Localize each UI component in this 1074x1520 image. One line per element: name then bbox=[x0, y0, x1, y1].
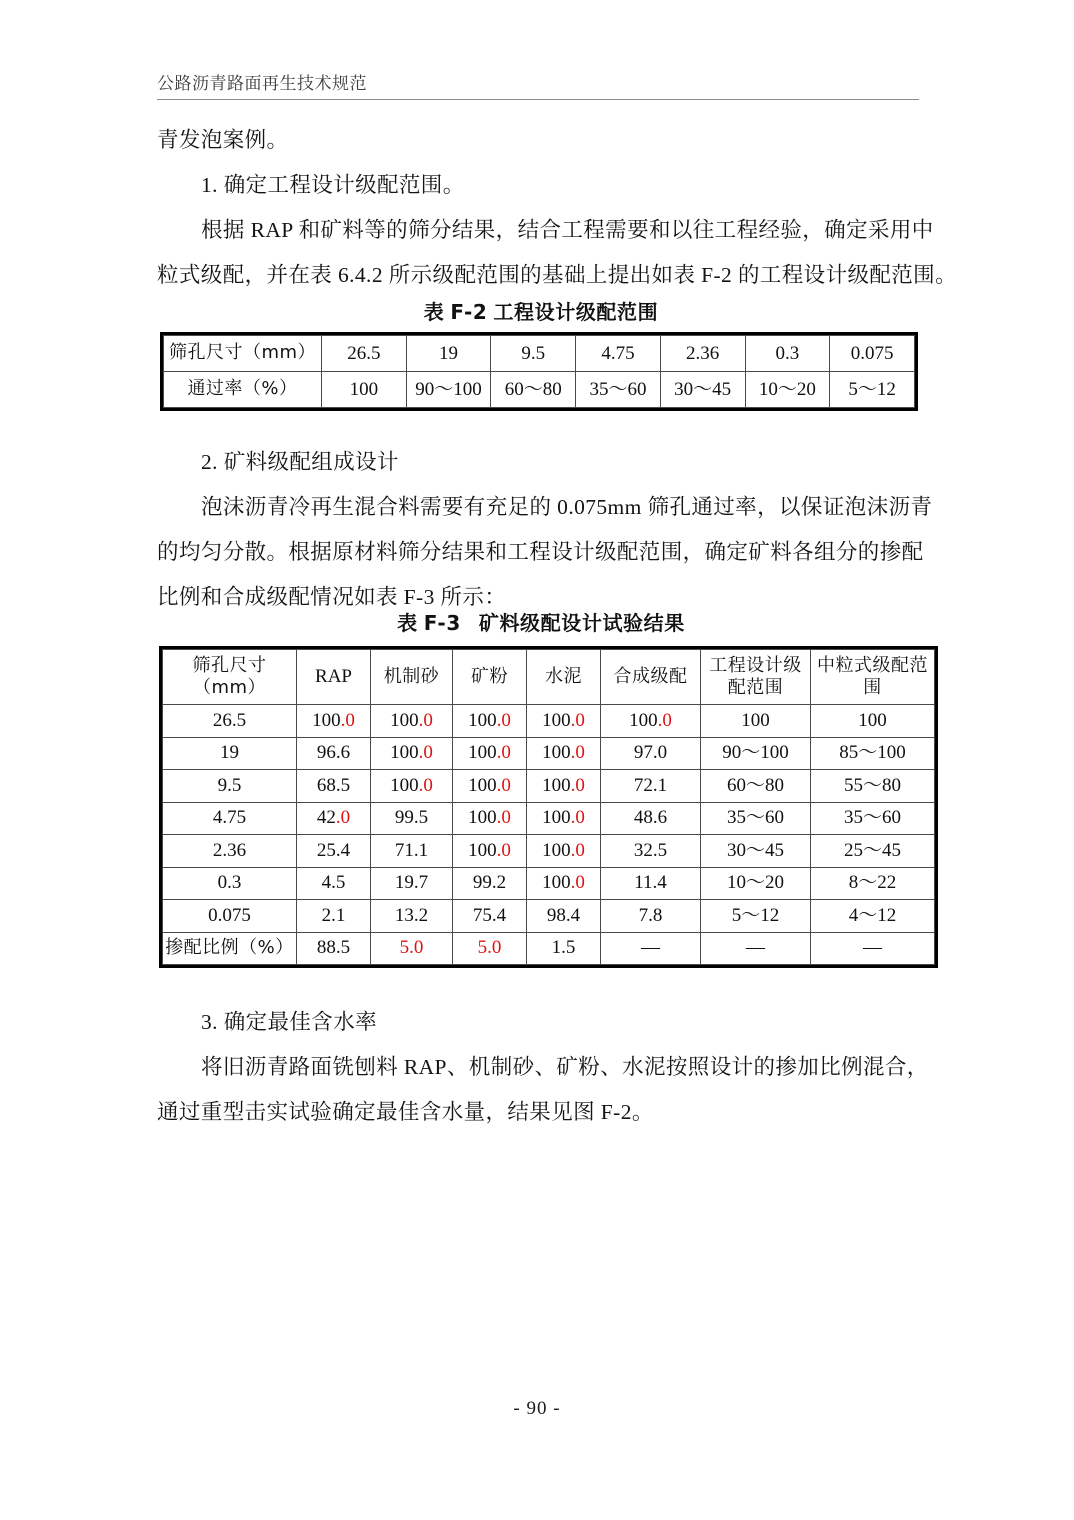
cell-value: 100 bbox=[390, 709, 419, 731]
cell bbox=[601, 932, 701, 965]
table-f3-caption-title: 矿料级配设计试验结果 bbox=[478, 611, 685, 635]
cell: 10～20 bbox=[745, 372, 830, 408]
cell bbox=[701, 802, 811, 835]
row-header: 筛孔尺寸（mm） bbox=[164, 336, 322, 372]
table-f2-caption-title: 工程设计级配范围 bbox=[493, 300, 659, 324]
cell-value: 100 bbox=[542, 742, 571, 764]
cell-value: — bbox=[746, 937, 765, 959]
cell-value-red: .0 bbox=[570, 807, 585, 829]
cell-value: 85～100 bbox=[839, 742, 906, 764]
table-f3-caption-label: 表 bbox=[397, 611, 418, 635]
cell-value: 32.5 bbox=[633, 839, 668, 861]
cell-value: 99.5 bbox=[394, 807, 429, 829]
cell-value: 88.5 bbox=[316, 937, 351, 959]
column-header: RAP bbox=[297, 650, 371, 705]
cell bbox=[811, 802, 935, 835]
cell-value: 100 bbox=[468, 839, 497, 861]
column-header: 合成级配 bbox=[601, 650, 701, 705]
cell: 26.5 bbox=[322, 336, 407, 372]
cell-value-red: .0 bbox=[496, 709, 511, 731]
cell: 2.36 bbox=[660, 336, 745, 372]
cell bbox=[601, 835, 701, 868]
row-header: 0.075 bbox=[163, 900, 297, 933]
document-body-3 bbox=[157, 1000, 929, 1135]
cell bbox=[601, 705, 701, 738]
cell-value-red: .0 bbox=[418, 709, 433, 731]
table-row bbox=[163, 737, 935, 770]
cell bbox=[453, 737, 527, 770]
page-footer bbox=[0, 1398, 1074, 1420]
cell-value: 13.2 bbox=[394, 904, 429, 926]
cell-value-red: .0 bbox=[335, 807, 351, 829]
column-header: 矿粉 bbox=[453, 650, 527, 705]
row-header: 9.5 bbox=[163, 770, 297, 803]
cell-value: 75.4 bbox=[472, 904, 507, 926]
paragraph-2-line-3: 比例和合成级配情况如表 F-3 所示： bbox=[157, 585, 507, 609]
cell-value: 90～100 bbox=[722, 742, 789, 764]
cell-value-red: .0 bbox=[496, 839, 511, 861]
table-f3 bbox=[162, 649, 935, 965]
cell-value: 35～60 bbox=[726, 807, 784, 829]
cell-value: 72.1 bbox=[633, 774, 668, 796]
cell bbox=[453, 900, 527, 933]
cell bbox=[811, 900, 935, 933]
heading-item-2: 2. 矿料级配组成设计 bbox=[201, 450, 399, 474]
row-header: 0.3 bbox=[163, 867, 297, 900]
cell-value: 2.1 bbox=[321, 904, 346, 926]
cell-value: 98.4 bbox=[546, 904, 581, 926]
cell-value: 1.5 bbox=[551, 937, 576, 959]
cell bbox=[701, 737, 811, 770]
cell-value: 68.5 bbox=[316, 774, 351, 796]
column-header: 中粒式级配范围 bbox=[811, 650, 935, 705]
row-header: 通过率（%） bbox=[164, 372, 322, 408]
cell bbox=[601, 900, 701, 933]
cell bbox=[811, 932, 935, 965]
table-f2 bbox=[163, 335, 915, 408]
cell bbox=[453, 802, 527, 835]
cell bbox=[371, 835, 453, 868]
cell-value: 42 bbox=[316, 807, 336, 829]
cell: 19 bbox=[406, 336, 491, 372]
cell-value: 10～20 bbox=[726, 872, 784, 894]
cell-value: 19.7 bbox=[394, 872, 429, 894]
cell bbox=[371, 737, 453, 770]
cell bbox=[297, 770, 371, 803]
cell bbox=[297, 737, 371, 770]
row-header: 掺配比例（%） bbox=[163, 932, 297, 965]
row-header: 2.36 bbox=[163, 835, 297, 868]
cell bbox=[527, 770, 601, 803]
cell-value-red: .0 bbox=[496, 742, 511, 764]
cell bbox=[811, 705, 935, 738]
cell bbox=[371, 900, 453, 933]
cell: 0.075 bbox=[830, 336, 915, 372]
cell-value: 96.6 bbox=[316, 742, 351, 764]
heading-item-3: 3. 确定最佳含水率 bbox=[201, 1010, 378, 1034]
cell-value: 25.4 bbox=[316, 839, 351, 861]
cell bbox=[527, 705, 601, 738]
table-row bbox=[163, 835, 935, 868]
document-body-2 bbox=[157, 440, 933, 620]
column-header: 筛孔尺寸（mm） bbox=[163, 650, 297, 705]
table-f3-frame bbox=[159, 646, 938, 968]
cell-value: 100 bbox=[542, 774, 571, 796]
paragraph-carryover: 青发泡案例。 bbox=[157, 128, 289, 152]
cell bbox=[811, 867, 935, 900]
cell-value: 60～80 bbox=[726, 774, 784, 796]
cell-value: 5～12 bbox=[731, 904, 780, 926]
cell-value-red: 5.0 bbox=[399, 937, 424, 959]
table-row bbox=[163, 900, 935, 933]
paragraph-1-line-2: 粒式级配，并在表 6.4.2 所示级配范围的基础上提出如表 F-2 的工程设计级配范围。 bbox=[157, 263, 957, 287]
table-f3-caption bbox=[157, 606, 925, 640]
cell-value: 55～80 bbox=[843, 774, 901, 796]
cell-value-red: .0 bbox=[340, 709, 355, 731]
cell bbox=[527, 900, 601, 933]
row-header: 26.5 bbox=[163, 705, 297, 738]
cell-value: 100 bbox=[542, 807, 571, 829]
column-header: 工程设计级 配范围 bbox=[701, 650, 811, 705]
table-row bbox=[164, 372, 915, 408]
cell bbox=[527, 867, 601, 900]
cell bbox=[453, 835, 527, 868]
table-f2-wrapper bbox=[160, 332, 918, 416]
paragraph-2-line-2: 的均匀分散。根据原材料筛分结果和工程设计级配范围，确定矿料各组分的掺配 bbox=[157, 540, 924, 564]
cell-value: 48.6 bbox=[633, 807, 668, 829]
table-row bbox=[163, 932, 935, 965]
paragraph-2-line-1: 泡沫沥青冷再生混合料需要有充足的 0.075mm 筛孔通过率，以保证泡沫沥青 bbox=[201, 495, 933, 519]
table-f3-wrapper bbox=[159, 646, 938, 973]
cell-value: 100 bbox=[468, 774, 497, 796]
cell bbox=[371, 932, 453, 965]
cell bbox=[701, 770, 811, 803]
header-divider bbox=[157, 99, 919, 100]
table-f3-caption-number: F-3 bbox=[423, 611, 461, 635]
cell bbox=[297, 867, 371, 900]
cell bbox=[811, 770, 935, 803]
cell-value: 100 bbox=[468, 807, 497, 829]
cell: 5～12 bbox=[830, 372, 915, 408]
cell bbox=[701, 932, 811, 965]
cell bbox=[371, 802, 453, 835]
paragraph-3-line-2: 通过重型击实试验确定最佳含水量，结果见图 F-2。 bbox=[157, 1100, 654, 1124]
cell-value-red: .0 bbox=[496, 807, 511, 829]
cell bbox=[297, 802, 371, 835]
cell-value-red: .0 bbox=[570, 709, 585, 731]
cell-value: 100 bbox=[741, 709, 770, 731]
cell-value: 30～45 bbox=[726, 839, 784, 861]
cell-value: 100 bbox=[468, 709, 497, 731]
column-header: 机制砂 bbox=[371, 650, 453, 705]
document-body bbox=[157, 118, 957, 298]
cell bbox=[453, 770, 527, 803]
cell-value-red: .0 bbox=[570, 742, 585, 764]
cell-value-red: .0 bbox=[657, 709, 672, 731]
cell bbox=[297, 932, 371, 965]
cell-value: 99.2 bbox=[472, 872, 507, 894]
cell bbox=[527, 802, 601, 835]
cell-value-red: .0 bbox=[418, 774, 433, 796]
cell-value: 100 bbox=[312, 709, 341, 731]
cell bbox=[371, 770, 453, 803]
cell-value: 100 bbox=[468, 742, 497, 764]
cell-value: 4.5 bbox=[321, 872, 346, 894]
cell bbox=[811, 835, 935, 868]
cell-value: 11.4 bbox=[634, 872, 667, 894]
cell bbox=[701, 705, 811, 738]
cell-value-red: .0 bbox=[570, 872, 585, 894]
cell bbox=[811, 737, 935, 770]
cell bbox=[701, 900, 811, 933]
cell-value: 7.8 bbox=[638, 904, 663, 926]
table-row bbox=[163, 770, 935, 803]
cell-value: 4～12 bbox=[848, 904, 897, 926]
column-header: 水泥 bbox=[527, 650, 601, 705]
cell-value-red: .0 bbox=[570, 774, 585, 796]
paragraph-1-line-1: 根据 RAP 和矿料等的筛分结果，结合工程需要和以往工程经验，确定采用中 bbox=[201, 218, 934, 242]
cell-value: 100 bbox=[390, 774, 419, 796]
cell-value: 35～60 bbox=[843, 807, 901, 829]
cell bbox=[453, 705, 527, 738]
table-row bbox=[163, 802, 935, 835]
cell-value: 100 bbox=[858, 709, 887, 731]
cell bbox=[527, 737, 601, 770]
paragraph-3-line-1: 将旧沥青路面铣刨料 RAP、机制砂、矿粉、水泥按照设计的掺加比例混合， bbox=[201, 1055, 929, 1079]
cell bbox=[601, 867, 701, 900]
cell bbox=[297, 900, 371, 933]
cell bbox=[453, 932, 527, 965]
table-f2-frame bbox=[160, 332, 918, 411]
table-f2-caption-number: F-2 bbox=[450, 300, 488, 324]
cell-value: 8～22 bbox=[848, 872, 897, 894]
cell bbox=[527, 835, 601, 868]
running-header-title: 公路沥青路面再生技术规范 bbox=[157, 74, 367, 93]
cell bbox=[371, 705, 453, 738]
cell: 4.75 bbox=[576, 336, 661, 372]
row-header: 4.75 bbox=[163, 802, 297, 835]
cell-value: 25～45 bbox=[843, 839, 901, 861]
cell-value-red: 5.0 bbox=[477, 937, 502, 959]
cell-value: 97.0 bbox=[633, 742, 668, 764]
table-row bbox=[163, 867, 935, 900]
cell bbox=[701, 835, 811, 868]
cell bbox=[601, 802, 701, 835]
cell bbox=[701, 867, 811, 900]
cell-value-red: .0 bbox=[496, 774, 511, 796]
cell-value: 100 bbox=[542, 709, 571, 731]
cell bbox=[527, 932, 601, 965]
cell-value: 71.1 bbox=[394, 839, 429, 861]
cell: 0.3 bbox=[745, 336, 830, 372]
cell: 9.5 bbox=[491, 336, 576, 372]
cell-value: 100 bbox=[542, 872, 571, 894]
cell: 35～60 bbox=[576, 372, 661, 408]
cell-value: 100 bbox=[390, 742, 419, 764]
cell bbox=[601, 737, 701, 770]
cell-value: 100 bbox=[542, 839, 571, 861]
table-header-row bbox=[163, 650, 935, 705]
cell-value: — bbox=[863, 937, 882, 959]
table-f2-caption-label: 表 bbox=[423, 300, 445, 324]
cell: 30～45 bbox=[660, 372, 745, 408]
table-row bbox=[163, 705, 935, 738]
cell-value-red: .0 bbox=[418, 742, 433, 764]
cell: 90～100 bbox=[406, 372, 491, 408]
table-f2-caption bbox=[157, 295, 925, 329]
row-header: 19 bbox=[163, 737, 297, 770]
cell bbox=[453, 867, 527, 900]
table-row bbox=[164, 336, 915, 372]
cell bbox=[371, 867, 453, 900]
cell-value: 100 bbox=[629, 709, 658, 731]
heading-item-1: 1. 确定工程设计级配范围。 bbox=[201, 173, 465, 197]
cell bbox=[601, 770, 701, 803]
cell-value-red: .0 bbox=[570, 839, 585, 861]
page-number: - 90 - bbox=[513, 1398, 561, 1419]
cell bbox=[297, 705, 371, 738]
running-header bbox=[157, 72, 919, 100]
cell: 100 bbox=[322, 372, 407, 408]
cell-value: — bbox=[641, 937, 660, 959]
cell: 60～80 bbox=[491, 372, 576, 408]
cell bbox=[297, 835, 371, 868]
